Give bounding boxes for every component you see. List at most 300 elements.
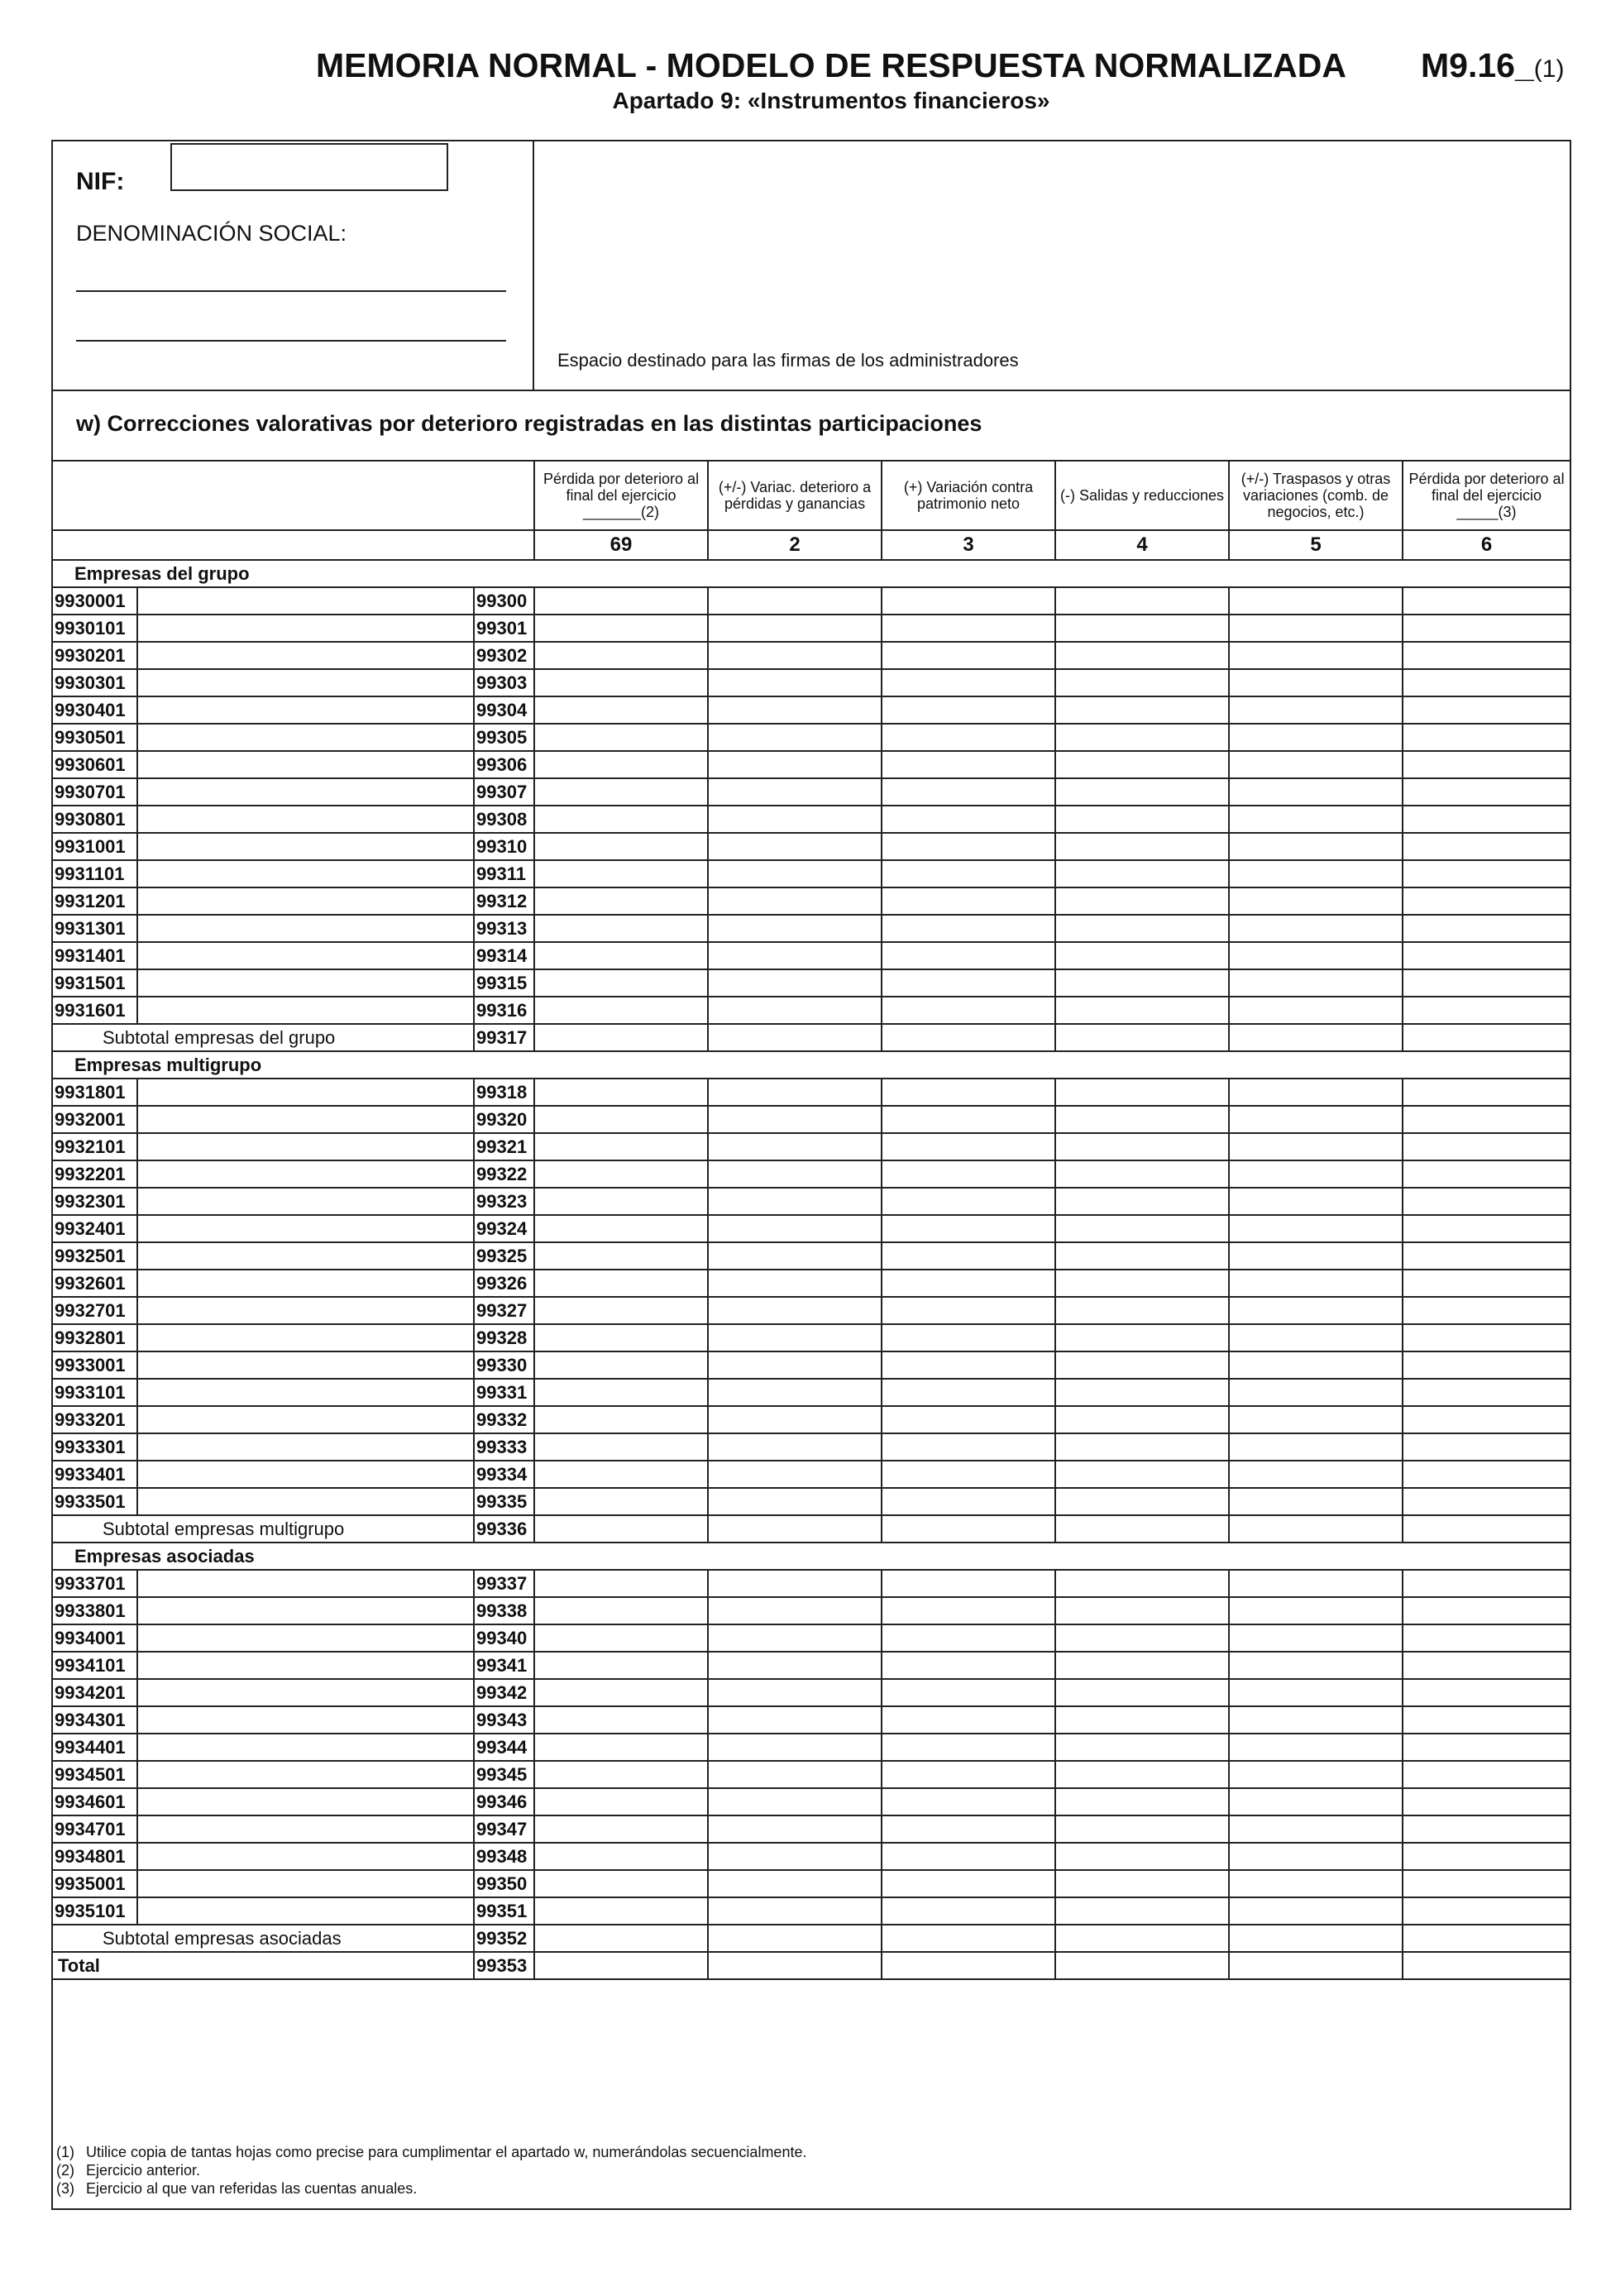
row-value-cell[interactable] xyxy=(1055,887,1229,915)
row-value-cell[interactable] xyxy=(1403,887,1570,915)
company-name-cell[interactable] xyxy=(137,1679,474,1706)
row-value-cell[interactable] xyxy=(882,887,1055,915)
row-value-cell[interactable] xyxy=(534,1324,708,1351)
row-value-cell[interactable] xyxy=(1055,1433,1229,1461)
row-value-cell[interactable] xyxy=(882,1242,1055,1270)
row-value-cell[interactable] xyxy=(708,1270,882,1297)
row-value-cell[interactable] xyxy=(1403,1351,1570,1379)
row-value-cell[interactable] xyxy=(1229,1106,1403,1133)
row-value-cell[interactable] xyxy=(1229,915,1403,942)
company-name-cell[interactable] xyxy=(137,1160,474,1188)
company-name-cell[interactable] xyxy=(137,1188,474,1215)
row-value-cell[interactable] xyxy=(1055,1624,1229,1652)
row-value-cell[interactable] xyxy=(708,1815,882,1843)
row-value-cell[interactable] xyxy=(708,1461,882,1488)
row-value-cell[interactable] xyxy=(1229,969,1403,997)
company-name-cell[interactable] xyxy=(137,1815,474,1843)
row-value-cell[interactable] xyxy=(1403,1488,1570,1515)
subtotal-value-cell[interactable] xyxy=(708,1515,882,1543)
row-value-cell[interactable] xyxy=(1403,942,1570,969)
company-name-cell[interactable] xyxy=(137,1379,474,1406)
row-value-cell[interactable] xyxy=(882,778,1055,806)
row-value-cell[interactable] xyxy=(882,724,1055,751)
subtotal-value-cell[interactable] xyxy=(1229,1925,1403,1952)
row-value-cell[interactable] xyxy=(534,1133,708,1160)
row-value-cell[interactable] xyxy=(708,1488,882,1515)
row-value-cell[interactable] xyxy=(882,1815,1055,1843)
row-value-cell[interactable] xyxy=(1229,997,1403,1024)
row-value-cell[interactable] xyxy=(1229,1679,1403,1706)
row-value-cell[interactable] xyxy=(1055,1815,1229,1843)
row-value-cell[interactable] xyxy=(708,1324,882,1351)
row-value-cell[interactable] xyxy=(534,1188,708,1215)
company-name-cell[interactable] xyxy=(137,1843,474,1870)
company-name-cell[interactable] xyxy=(137,1706,474,1734)
row-value-cell[interactable] xyxy=(1229,1188,1403,1215)
row-value-cell[interactable] xyxy=(1229,751,1403,778)
row-value-cell[interactable] xyxy=(1055,1897,1229,1925)
subtotal-value-cell[interactable] xyxy=(882,1024,1055,1051)
row-value-cell[interactable] xyxy=(534,778,708,806)
row-value-cell[interactable] xyxy=(1403,751,1570,778)
row-value-cell[interactable] xyxy=(1055,1870,1229,1897)
row-value-cell[interactable] xyxy=(1403,1788,1570,1815)
company-name-cell[interactable] xyxy=(137,669,474,696)
row-value-cell[interactable] xyxy=(1403,1324,1570,1351)
row-value-cell[interactable] xyxy=(1403,969,1570,997)
company-name-cell[interactable] xyxy=(137,751,474,778)
company-name-cell[interactable] xyxy=(137,1761,474,1788)
row-value-cell[interactable] xyxy=(882,806,1055,833)
row-value-cell[interactable] xyxy=(1229,1488,1403,1515)
row-value-cell[interactable] xyxy=(708,969,882,997)
row-value-cell[interactable] xyxy=(1403,1079,1570,1106)
company-name-cell[interactable] xyxy=(137,778,474,806)
row-value-cell[interactable] xyxy=(1229,1897,1403,1925)
row-value-cell[interactable] xyxy=(708,1079,882,1106)
row-value-cell[interactable] xyxy=(1055,1761,1229,1788)
row-value-cell[interactable] xyxy=(882,642,1055,669)
row-value-cell[interactable] xyxy=(1229,1406,1403,1433)
company-name-cell[interactable] xyxy=(137,615,474,642)
row-value-cell[interactable] xyxy=(534,1297,708,1324)
row-value-cell[interactable] xyxy=(1055,997,1229,1024)
row-value-cell[interactable] xyxy=(534,642,708,669)
row-value-cell[interactable] xyxy=(1055,1106,1229,1133)
row-value-cell[interactable] xyxy=(1229,1706,1403,1734)
row-value-cell[interactable] xyxy=(708,1761,882,1788)
row-value-cell[interactable] xyxy=(708,997,882,1024)
subtotal-value-cell[interactable] xyxy=(1403,1925,1570,1952)
row-value-cell[interactable] xyxy=(882,1133,1055,1160)
subtotal-value-cell[interactable] xyxy=(882,1925,1055,1952)
row-value-cell[interactable] xyxy=(708,1624,882,1652)
row-value-cell[interactable] xyxy=(708,1297,882,1324)
subtotal-value-cell[interactable] xyxy=(534,1024,708,1051)
row-value-cell[interactable] xyxy=(534,887,708,915)
row-value-cell[interactable] xyxy=(882,1870,1055,1897)
row-value-cell[interactable] xyxy=(1055,669,1229,696)
row-value-cell[interactable] xyxy=(1055,1188,1229,1215)
row-value-cell[interactable] xyxy=(1229,1788,1403,1815)
row-value-cell[interactable] xyxy=(1055,969,1229,997)
row-value-cell[interactable] xyxy=(708,1406,882,1433)
row-value-cell[interactable] xyxy=(1403,1815,1570,1843)
row-value-cell[interactable] xyxy=(534,1570,708,1597)
row-value-cell[interactable] xyxy=(882,1679,1055,1706)
row-value-cell[interactable] xyxy=(1403,833,1570,860)
row-value-cell[interactable] xyxy=(1055,587,1229,615)
company-name-cell[interactable] xyxy=(137,1133,474,1160)
row-value-cell[interactable] xyxy=(1055,1461,1229,1488)
row-value-cell[interactable] xyxy=(882,1406,1055,1433)
row-value-cell[interactable] xyxy=(1403,1870,1570,1897)
row-value-cell[interactable] xyxy=(708,1160,882,1188)
row-value-cell[interactable] xyxy=(1403,615,1570,642)
row-value-cell[interactable] xyxy=(534,833,708,860)
row-value-cell[interactable] xyxy=(1403,1160,1570,1188)
row-value-cell[interactable] xyxy=(534,915,708,942)
row-value-cell[interactable] xyxy=(1403,1379,1570,1406)
row-value-cell[interactable] xyxy=(708,751,882,778)
row-value-cell[interactable] xyxy=(882,1106,1055,1133)
row-value-cell[interactable] xyxy=(1055,1679,1229,1706)
row-value-cell[interactable] xyxy=(1229,1324,1403,1351)
row-value-cell[interactable] xyxy=(1055,1406,1229,1433)
subtotal-value-cell[interactable] xyxy=(1403,1024,1570,1051)
row-value-cell[interactable] xyxy=(1403,1297,1570,1324)
row-value-cell[interactable] xyxy=(1229,1433,1403,1461)
row-value-cell[interactable] xyxy=(534,1106,708,1133)
row-value-cell[interactable] xyxy=(534,1488,708,1515)
row-value-cell[interactable] xyxy=(1403,1106,1570,1133)
row-value-cell[interactable] xyxy=(1403,1706,1570,1734)
company-name-cell[interactable] xyxy=(137,1406,474,1433)
row-value-cell[interactable] xyxy=(1055,806,1229,833)
row-value-cell[interactable] xyxy=(708,860,882,887)
row-value-cell[interactable] xyxy=(1055,1242,1229,1270)
row-value-cell[interactable] xyxy=(708,1597,882,1624)
row-value-cell[interactable] xyxy=(534,1379,708,1406)
row-value-cell[interactable] xyxy=(708,1106,882,1133)
row-value-cell[interactable] xyxy=(1229,1242,1403,1270)
row-value-cell[interactable] xyxy=(1055,1788,1229,1815)
row-value-cell[interactable] xyxy=(1403,696,1570,724)
row-value-cell[interactable] xyxy=(1055,642,1229,669)
row-value-cell[interactable] xyxy=(882,1379,1055,1406)
company-name-cell[interactable] xyxy=(137,1597,474,1624)
row-value-cell[interactable] xyxy=(1229,887,1403,915)
company-name-cell[interactable] xyxy=(137,1897,474,1925)
company-name-cell[interactable] xyxy=(137,1570,474,1597)
row-value-cell[interactable] xyxy=(882,1652,1055,1679)
row-value-cell[interactable] xyxy=(708,1433,882,1461)
row-value-cell[interactable] xyxy=(1229,806,1403,833)
row-value-cell[interactable] xyxy=(708,887,882,915)
row-value-cell[interactable] xyxy=(534,1597,708,1624)
row-value-cell[interactable] xyxy=(534,1652,708,1679)
row-value-cell[interactable] xyxy=(534,1679,708,1706)
row-value-cell[interactable] xyxy=(1229,615,1403,642)
row-value-cell[interactable] xyxy=(708,778,882,806)
row-value-cell[interactable] xyxy=(534,1215,708,1242)
row-value-cell[interactable] xyxy=(1055,751,1229,778)
row-value-cell[interactable] xyxy=(708,1570,882,1597)
company-name-cell[interactable] xyxy=(137,642,474,669)
row-value-cell[interactable] xyxy=(708,1351,882,1379)
row-value-cell[interactable] xyxy=(1055,860,1229,887)
row-value-cell[interactable] xyxy=(1229,1461,1403,1488)
row-value-cell[interactable] xyxy=(1403,587,1570,615)
row-value-cell[interactable] xyxy=(534,1761,708,1788)
row-value-cell[interactable] xyxy=(1055,1133,1229,1160)
row-value-cell[interactable] xyxy=(1403,806,1570,833)
subtotal-value-cell[interactable] xyxy=(708,1925,882,1952)
row-value-cell[interactable] xyxy=(708,806,882,833)
row-value-cell[interactable] xyxy=(708,1242,882,1270)
row-value-cell[interactable] xyxy=(1055,1324,1229,1351)
row-value-cell[interactable] xyxy=(708,1215,882,1242)
row-value-cell[interactable] xyxy=(1403,1242,1570,1270)
row-value-cell[interactable] xyxy=(1403,1843,1570,1870)
row-value-cell[interactable] xyxy=(1403,724,1570,751)
row-value-cell[interactable] xyxy=(882,1488,1055,1515)
row-value-cell[interactable] xyxy=(534,1461,708,1488)
row-value-cell[interactable] xyxy=(1229,1379,1403,1406)
company-name-cell[interactable] xyxy=(137,887,474,915)
row-value-cell[interactable] xyxy=(1229,860,1403,887)
row-value-cell[interactable] xyxy=(882,915,1055,942)
row-value-cell[interactable] xyxy=(708,942,882,969)
row-value-cell[interactable] xyxy=(1229,1843,1403,1870)
row-value-cell[interactable] xyxy=(1403,1897,1570,1925)
row-value-cell[interactable] xyxy=(1403,1570,1570,1597)
row-value-cell[interactable] xyxy=(882,751,1055,778)
row-value-cell[interactable] xyxy=(534,724,708,751)
row-value-cell[interactable] xyxy=(534,1270,708,1297)
company-name-cell[interactable] xyxy=(137,915,474,942)
total-value-cell[interactable] xyxy=(1055,1952,1229,1979)
row-value-cell[interactable] xyxy=(534,1870,708,1897)
row-value-cell[interactable] xyxy=(1229,1270,1403,1297)
row-value-cell[interactable] xyxy=(1229,669,1403,696)
subtotal-value-cell[interactable] xyxy=(534,1925,708,1952)
row-value-cell[interactable] xyxy=(882,1843,1055,1870)
row-value-cell[interactable] xyxy=(1229,1597,1403,1624)
row-value-cell[interactable] xyxy=(708,696,882,724)
row-value-cell[interactable] xyxy=(1229,942,1403,969)
row-value-cell[interactable] xyxy=(882,1897,1055,1925)
row-value-cell[interactable] xyxy=(1055,1351,1229,1379)
row-value-cell[interactable] xyxy=(534,997,708,1024)
company-name-cell[interactable] xyxy=(137,1433,474,1461)
company-name-cell[interactable] xyxy=(137,833,474,860)
row-value-cell[interactable] xyxy=(1403,1270,1570,1297)
row-value-cell[interactable] xyxy=(882,1079,1055,1106)
row-value-cell[interactable] xyxy=(534,1242,708,1270)
row-value-cell[interactable] xyxy=(1229,587,1403,615)
subtotal-value-cell[interactable] xyxy=(1055,1515,1229,1543)
total-value-cell[interactable] xyxy=(1403,1952,1570,1979)
row-value-cell[interactable] xyxy=(1055,615,1229,642)
company-name-cell[interactable] xyxy=(137,1270,474,1297)
row-value-cell[interactable] xyxy=(534,1843,708,1870)
row-value-cell[interactable] xyxy=(1055,778,1229,806)
row-value-cell[interactable] xyxy=(1055,1843,1229,1870)
row-value-cell[interactable] xyxy=(1229,1734,1403,1761)
row-value-cell[interactable] xyxy=(534,587,708,615)
row-value-cell[interactable] xyxy=(1055,1079,1229,1106)
row-value-cell[interactable] xyxy=(534,1351,708,1379)
row-value-cell[interactable] xyxy=(882,1160,1055,1188)
row-value-cell[interactable] xyxy=(882,1433,1055,1461)
denominacion-line-1[interactable] xyxy=(76,290,506,292)
row-value-cell[interactable] xyxy=(534,1897,708,1925)
company-name-cell[interactable] xyxy=(137,724,474,751)
row-value-cell[interactable] xyxy=(1055,833,1229,860)
row-value-cell[interactable] xyxy=(708,1188,882,1215)
company-name-cell[interactable] xyxy=(137,1324,474,1351)
row-value-cell[interactable] xyxy=(882,1788,1055,1815)
subtotal-value-cell[interactable] xyxy=(708,1024,882,1051)
row-value-cell[interactable] xyxy=(1403,915,1570,942)
row-value-cell[interactable] xyxy=(534,969,708,997)
row-value-cell[interactable] xyxy=(882,942,1055,969)
row-value-cell[interactable] xyxy=(1403,1188,1570,1215)
row-value-cell[interactable] xyxy=(1229,696,1403,724)
row-value-cell[interactable] xyxy=(1055,942,1229,969)
row-value-cell[interactable] xyxy=(534,1734,708,1761)
company-name-cell[interactable] xyxy=(137,1079,474,1106)
row-value-cell[interactable] xyxy=(534,1406,708,1433)
row-value-cell[interactable] xyxy=(1055,1706,1229,1734)
row-value-cell[interactable] xyxy=(1403,778,1570,806)
company-name-cell[interactable] xyxy=(137,1734,474,1761)
company-name-cell[interactable] xyxy=(137,942,474,969)
row-value-cell[interactable] xyxy=(708,1897,882,1925)
row-value-cell[interactable] xyxy=(708,669,882,696)
company-name-cell[interactable] xyxy=(137,1215,474,1242)
row-value-cell[interactable] xyxy=(1229,1351,1403,1379)
row-value-cell[interactable] xyxy=(534,1788,708,1815)
row-value-cell[interactable] xyxy=(1229,1297,1403,1324)
row-value-cell[interactable] xyxy=(1229,1761,1403,1788)
row-value-cell[interactable] xyxy=(534,615,708,642)
row-value-cell[interactable] xyxy=(882,969,1055,997)
row-value-cell[interactable] xyxy=(882,587,1055,615)
row-value-cell[interactable] xyxy=(1055,724,1229,751)
row-value-cell[interactable] xyxy=(1403,1215,1570,1242)
row-value-cell[interactable] xyxy=(882,1734,1055,1761)
row-value-cell[interactable] xyxy=(882,1188,1055,1215)
row-value-cell[interactable] xyxy=(882,1570,1055,1597)
company-name-cell[interactable] xyxy=(137,1488,474,1515)
row-value-cell[interactable] xyxy=(1229,642,1403,669)
company-name-cell[interactable] xyxy=(137,860,474,887)
subtotal-value-cell[interactable] xyxy=(1229,1515,1403,1543)
subtotal-value-cell[interactable] xyxy=(1055,1925,1229,1952)
row-value-cell[interactable] xyxy=(708,1133,882,1160)
row-value-cell[interactable] xyxy=(1229,1815,1403,1843)
row-value-cell[interactable] xyxy=(708,1679,882,1706)
subtotal-value-cell[interactable] xyxy=(1055,1024,1229,1051)
row-value-cell[interactable] xyxy=(882,1597,1055,1624)
row-value-cell[interactable] xyxy=(1055,1160,1229,1188)
row-value-cell[interactable] xyxy=(1229,1215,1403,1242)
row-value-cell[interactable] xyxy=(708,724,882,751)
row-value-cell[interactable] xyxy=(708,915,882,942)
row-value-cell[interactable] xyxy=(1403,1406,1570,1433)
row-value-cell[interactable] xyxy=(708,1788,882,1815)
row-value-cell[interactable] xyxy=(1403,1734,1570,1761)
row-value-cell[interactable] xyxy=(882,1706,1055,1734)
row-value-cell[interactable] xyxy=(882,833,1055,860)
row-value-cell[interactable] xyxy=(534,751,708,778)
row-value-cell[interactable] xyxy=(708,1706,882,1734)
row-value-cell[interactable] xyxy=(1403,669,1570,696)
total-value-cell[interactable] xyxy=(882,1952,1055,1979)
row-value-cell[interactable] xyxy=(1403,1433,1570,1461)
row-value-cell[interactable] xyxy=(1229,1624,1403,1652)
row-value-cell[interactable] xyxy=(708,833,882,860)
row-value-cell[interactable] xyxy=(1055,1297,1229,1324)
row-value-cell[interactable] xyxy=(1229,833,1403,860)
row-value-cell[interactable] xyxy=(882,1624,1055,1652)
company-name-cell[interactable] xyxy=(137,1351,474,1379)
row-value-cell[interactable] xyxy=(1055,1488,1229,1515)
total-value-cell[interactable] xyxy=(708,1952,882,1979)
company-name-cell[interactable] xyxy=(137,1297,474,1324)
row-value-cell[interactable] xyxy=(1403,1624,1570,1652)
company-name-cell[interactable] xyxy=(137,1624,474,1652)
row-value-cell[interactable] xyxy=(708,1734,882,1761)
row-value-cell[interactable] xyxy=(708,1652,882,1679)
row-value-cell[interactable] xyxy=(534,942,708,969)
company-name-cell[interactable] xyxy=(137,1788,474,1815)
row-value-cell[interactable] xyxy=(1229,1652,1403,1679)
row-value-cell[interactable] xyxy=(1055,1215,1229,1242)
row-value-cell[interactable] xyxy=(1403,1133,1570,1160)
company-name-cell[interactable] xyxy=(137,1652,474,1679)
row-value-cell[interactable] xyxy=(534,806,708,833)
row-value-cell[interactable] xyxy=(882,1297,1055,1324)
company-name-cell[interactable] xyxy=(137,806,474,833)
row-value-cell[interactable] xyxy=(882,1215,1055,1242)
row-value-cell[interactable] xyxy=(708,642,882,669)
row-value-cell[interactable] xyxy=(534,1079,708,1106)
row-value-cell[interactable] xyxy=(1055,696,1229,724)
row-value-cell[interactable] xyxy=(708,615,882,642)
row-value-cell[interactable] xyxy=(1403,1652,1570,1679)
row-value-cell[interactable] xyxy=(534,1624,708,1652)
row-value-cell[interactable] xyxy=(1055,1597,1229,1624)
row-value-cell[interactable] xyxy=(1229,778,1403,806)
row-value-cell[interactable] xyxy=(534,1706,708,1734)
denominacion-line-2[interactable] xyxy=(76,340,506,342)
row-value-cell[interactable] xyxy=(534,1160,708,1188)
company-name-cell[interactable] xyxy=(137,587,474,615)
row-value-cell[interactable] xyxy=(1403,997,1570,1024)
row-value-cell[interactable] xyxy=(1229,1079,1403,1106)
row-value-cell[interactable] xyxy=(1403,1461,1570,1488)
row-value-cell[interactable] xyxy=(1229,1133,1403,1160)
row-value-cell[interactable] xyxy=(534,1433,708,1461)
row-value-cell[interactable] xyxy=(1403,1679,1570,1706)
row-value-cell[interactable] xyxy=(1055,1734,1229,1761)
row-value-cell[interactable] xyxy=(1229,724,1403,751)
subtotal-value-cell[interactable] xyxy=(1229,1024,1403,1051)
row-value-cell[interactable] xyxy=(882,860,1055,887)
